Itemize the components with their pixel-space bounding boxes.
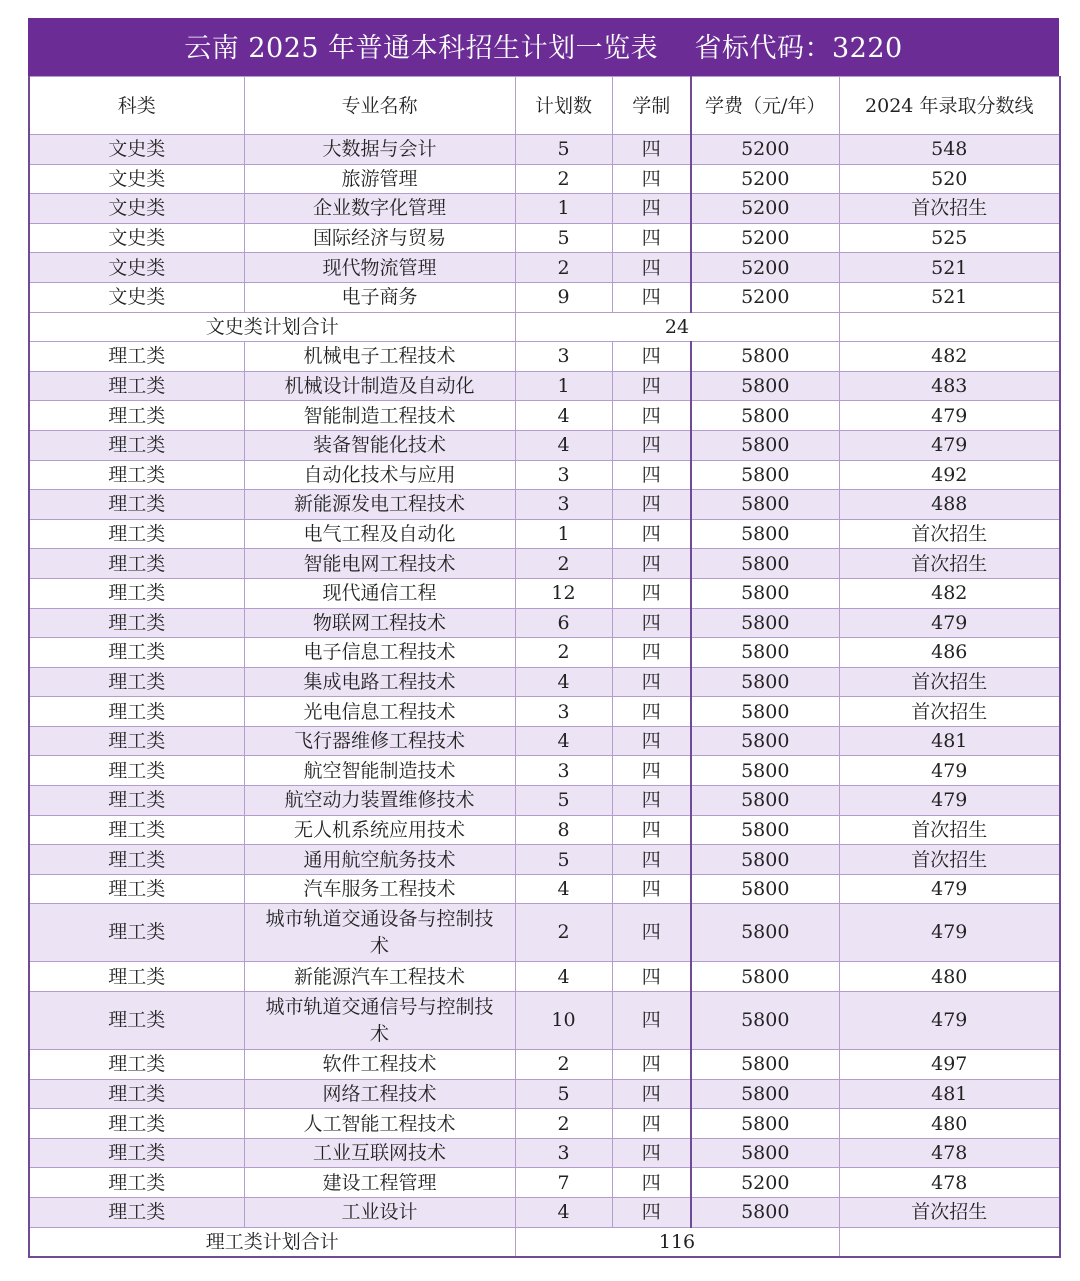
major-cell: 城市轨道交通信号与控制技术: [244, 992, 515, 1050]
plan-count-cell: 2: [515, 549, 612, 579]
tuition-cell: 5800: [691, 992, 839, 1050]
duration-cell: 四: [612, 845, 691, 875]
score-cell: 首次招生: [839, 845, 1060, 875]
total-label: 文史类计划合计: [29, 312, 515, 342]
duration-cell: 四: [612, 1168, 691, 1198]
total-value: 24: [515, 312, 839, 342]
tuition-cell: 5800: [691, 549, 839, 579]
major-cell: 无人机系统应用技术: [244, 815, 515, 845]
category-cell: 理工类: [29, 1109, 244, 1139]
score-cell: 478: [839, 1168, 1060, 1198]
total-empty-cell: [839, 1227, 1060, 1257]
score-cell: 首次招生: [839, 697, 1060, 727]
table-row: [29, 519, 1060, 549]
plan-count-cell: 3: [515, 756, 612, 786]
table-row: [29, 1050, 1060, 1080]
duration-cell: 四: [612, 578, 691, 608]
plan-count-cell: 3: [515, 1138, 612, 1168]
plan-count-cell: 4: [515, 667, 612, 697]
tuition-cell: 5800: [691, 697, 839, 727]
category-cell: 理工类: [29, 962, 244, 992]
tuition-cell: 5800: [691, 667, 839, 697]
plan-count-cell: 2: [515, 164, 612, 194]
plan-count-cell: 3: [515, 460, 612, 490]
duration-cell: 四: [612, 756, 691, 786]
category-cell: 理工类: [29, 815, 244, 845]
score-cell: 479: [839, 786, 1060, 816]
category-cell: 理工类: [29, 371, 244, 401]
table-row: [29, 1168, 1060, 1198]
tuition-cell: 5800: [691, 371, 839, 401]
table-row: [29, 786, 1060, 816]
score-cell: 首次招生: [839, 815, 1060, 845]
total-row: [29, 1227, 1060, 1257]
plan-count-cell: 2: [515, 638, 612, 668]
duration-cell: 四: [612, 549, 691, 579]
table-row: [29, 904, 1060, 962]
duration-cell: 四: [612, 1050, 691, 1080]
major-cell: 集成电路工程技术: [244, 667, 515, 697]
duration-cell: 四: [612, 194, 691, 224]
category-cell: 理工类: [29, 608, 244, 638]
tuition-cell: 5800: [691, 1050, 839, 1080]
plan-count-cell: 5: [515, 223, 612, 253]
tuition-cell: 5800: [691, 874, 839, 904]
major-cell: 新能源汽车工程技术: [244, 962, 515, 992]
duration-cell: 四: [612, 164, 691, 194]
score-cell: 492: [839, 460, 1060, 490]
tuition-cell: 5800: [691, 726, 839, 756]
table-row: [29, 194, 1060, 224]
category-cell: 理工类: [29, 756, 244, 786]
category-cell: 理工类: [29, 490, 244, 520]
tuition-cell: 5800: [691, 519, 839, 549]
plan-count-cell: 5: [515, 845, 612, 875]
duration-cell: 四: [612, 519, 691, 549]
tuition-cell: 5800: [691, 756, 839, 786]
score-cell: 486: [839, 638, 1060, 668]
category-cell: 理工类: [29, 638, 244, 668]
major-cell: 汽车服务工程技术: [244, 874, 515, 904]
table-row: [29, 1198, 1060, 1228]
duration-cell: 四: [612, 135, 691, 165]
plan-count-cell: 4: [515, 1198, 612, 1228]
tuition-cell: 5800: [691, 786, 839, 816]
plan-count-cell: 1: [515, 519, 612, 549]
duration-cell: 四: [612, 904, 691, 962]
total-empty-cell: [839, 312, 1060, 342]
tuition-cell: 5800: [691, 845, 839, 875]
category-cell: 理工类: [29, 726, 244, 756]
total-row: [29, 312, 1060, 342]
category-cell: 理工类: [29, 992, 244, 1050]
score-cell: 521: [839, 253, 1060, 283]
category-cell: 文史类: [29, 253, 244, 283]
score-cell: 479: [839, 992, 1060, 1050]
score-cell: 482: [839, 342, 1060, 372]
plan-count-cell: 3: [515, 697, 612, 727]
header-tuition: 学费（元/年）: [691, 77, 839, 135]
category-cell: 理工类: [29, 1138, 244, 1168]
score-cell: 479: [839, 430, 1060, 460]
table-row: [29, 608, 1060, 638]
major-cell: 智能制造工程技术: [244, 401, 515, 431]
plan-count-cell: 4: [515, 962, 612, 992]
category-cell: 理工类: [29, 1050, 244, 1080]
score-cell: 548: [839, 135, 1060, 165]
table-title: 云南 2025 年普通本科招生计划一览表 省标代码：3220: [28, 18, 1059, 76]
major-cell: 光电信息工程技术: [244, 697, 515, 727]
tuition-cell: 5200: [691, 194, 839, 224]
table-row: [29, 549, 1060, 579]
tuition-cell: 5200: [691, 1168, 839, 1198]
table-row: [29, 1138, 1060, 1168]
score-cell: 479: [839, 756, 1060, 786]
total-label: 理工类计划合计: [29, 1227, 515, 1257]
major-cell: 软件工程技术: [244, 1050, 515, 1080]
category-cell: 理工类: [29, 401, 244, 431]
category-cell: 理工类: [29, 1079, 244, 1109]
duration-cell: 四: [612, 786, 691, 816]
plan-count-cell: 6: [515, 608, 612, 638]
category-cell: 理工类: [29, 845, 244, 875]
score-cell: 488: [839, 490, 1060, 520]
category-cell: 理工类: [29, 904, 244, 962]
major-cell: 电气工程及自动化: [244, 519, 515, 549]
tuition-cell: 5800: [691, 638, 839, 668]
major-cell: 飞行器维修工程技术: [244, 726, 515, 756]
plan-count-cell: 2: [515, 904, 612, 962]
header-category: 科类: [29, 77, 244, 135]
major-cell: 航空智能制造技术: [244, 756, 515, 786]
table-row: [29, 401, 1060, 431]
enrollment-plan-sheet: [28, 18, 1059, 1258]
major-cell: 现代通信工程: [244, 578, 515, 608]
major-cell: 机械设计制造及自动化: [244, 371, 515, 401]
table-row: [29, 223, 1060, 253]
major-cell: 工业设计: [244, 1198, 515, 1228]
duration-cell: 四: [612, 371, 691, 401]
major-cell: 新能源发电工程技术: [244, 490, 515, 520]
duration-cell: 四: [612, 1079, 691, 1109]
major-cell: 物联网工程技术: [244, 608, 515, 638]
header-plan-count: 计划数: [515, 77, 612, 135]
enrollment-table: [28, 76, 1061, 1258]
tuition-cell: 5800: [691, 1079, 839, 1109]
header-2024-score: 2024 年录取分数线: [839, 77, 1060, 135]
duration-cell: 四: [612, 992, 691, 1050]
table-row: [29, 874, 1060, 904]
score-cell: 481: [839, 1079, 1060, 1109]
major-cell: 机械电子工程技术: [244, 342, 515, 372]
duration-cell: 四: [612, 430, 691, 460]
major-cell: 国际经济与贸易: [244, 223, 515, 253]
major-cell: 通用航空航务技术: [244, 845, 515, 875]
plan-count-cell: 8: [515, 815, 612, 845]
tuition-cell: 5800: [691, 962, 839, 992]
major-cell: 网络工程技术: [244, 1079, 515, 1109]
tuition-cell: 5800: [691, 1109, 839, 1139]
score-cell: 480: [839, 962, 1060, 992]
tuition-cell: 5800: [691, 490, 839, 520]
major-cell: 大数据与会计: [244, 135, 515, 165]
plan-count-cell: 5: [515, 1079, 612, 1109]
table-row: [29, 164, 1060, 194]
major-cell: 自动化技术与应用: [244, 460, 515, 490]
plan-count-cell: 12: [515, 578, 612, 608]
table-row: [29, 253, 1060, 283]
table-row: [29, 1109, 1060, 1139]
category-cell: 理工类: [29, 342, 244, 372]
duration-cell: 四: [612, 460, 691, 490]
category-cell: 文史类: [29, 194, 244, 224]
plan-count-cell: 2: [515, 1109, 612, 1139]
tuition-cell: 5800: [691, 401, 839, 431]
plan-count-cell: 7: [515, 1168, 612, 1198]
duration-cell: 四: [612, 697, 691, 727]
duration-cell: 四: [612, 874, 691, 904]
duration-cell: 四: [612, 253, 691, 283]
plan-count-cell: 1: [515, 194, 612, 224]
score-cell: 478: [839, 1138, 1060, 1168]
score-cell: 483: [839, 371, 1060, 401]
major-cell: 智能电网工程技术: [244, 549, 515, 579]
score-cell: 481: [839, 726, 1060, 756]
plan-count-cell: 10: [515, 992, 612, 1050]
tuition-cell: 5800: [691, 460, 839, 490]
duration-cell: 四: [612, 490, 691, 520]
category-cell: 文史类: [29, 135, 244, 165]
major-cell: 装备智能化技术: [244, 430, 515, 460]
category-cell: 理工类: [29, 1198, 244, 1228]
score-cell: 首次招生: [839, 194, 1060, 224]
major-cell: 现代物流管理: [244, 253, 515, 283]
major-cell: 电子商务: [244, 282, 515, 312]
plan-count-cell: 4: [515, 874, 612, 904]
score-cell: 首次招生: [839, 1198, 1060, 1228]
category-cell: 理工类: [29, 549, 244, 579]
table-row: [29, 460, 1060, 490]
table-row: [29, 490, 1060, 520]
score-cell: 479: [839, 608, 1060, 638]
duration-cell: 四: [612, 815, 691, 845]
plan-count-cell: 5: [515, 786, 612, 816]
category-cell: 理工类: [29, 519, 244, 549]
tuition-cell: 5800: [691, 1198, 839, 1228]
major-cell: 航空动力装置维修技术: [244, 786, 515, 816]
category-cell: 理工类: [29, 460, 244, 490]
score-cell: 482: [839, 578, 1060, 608]
major-cell: 旅游管理: [244, 164, 515, 194]
table-row: [29, 667, 1060, 697]
category-cell: 理工类: [29, 578, 244, 608]
tuition-cell: 5200: [691, 282, 839, 312]
tuition-cell: 5800: [691, 1138, 839, 1168]
duration-cell: 四: [612, 282, 691, 312]
table-row: [29, 726, 1060, 756]
category-cell: 理工类: [29, 697, 244, 727]
table-row: [29, 342, 1060, 372]
category-cell: 理工类: [29, 667, 244, 697]
tuition-cell: 5200: [691, 135, 839, 165]
duration-cell: 四: [612, 342, 691, 372]
total-value: 116: [515, 1227, 839, 1257]
category-cell: 理工类: [29, 874, 244, 904]
major-cell: 人工智能工程技术: [244, 1109, 515, 1139]
duration-cell: 四: [612, 667, 691, 697]
score-cell: 479: [839, 874, 1060, 904]
score-cell: 520: [839, 164, 1060, 194]
major-cell: 建设工程管理: [244, 1168, 515, 1198]
score-cell: 首次招生: [839, 667, 1060, 697]
plan-count-cell: 2: [515, 253, 612, 283]
duration-cell: 四: [612, 962, 691, 992]
tuition-cell: 5200: [691, 223, 839, 253]
table-row: [29, 845, 1060, 875]
tuition-cell: 5800: [691, 815, 839, 845]
plan-count-cell: 4: [515, 726, 612, 756]
tuition-cell: 5800: [691, 608, 839, 638]
category-cell: 理工类: [29, 1168, 244, 1198]
plan-count-cell: 5: [515, 135, 612, 165]
tuition-cell: 5800: [691, 578, 839, 608]
score-cell: 479: [839, 904, 1060, 962]
score-cell: 首次招生: [839, 549, 1060, 579]
table-row: [29, 815, 1060, 845]
table-row: [29, 1079, 1060, 1109]
plan-count-cell: 3: [515, 342, 612, 372]
major-cell: 电子信息工程技术: [244, 638, 515, 668]
major-cell: 工业互联网技术: [244, 1138, 515, 1168]
duration-cell: 四: [612, 223, 691, 253]
header-major: 专业名称: [244, 77, 515, 135]
category-cell: 文史类: [29, 223, 244, 253]
plan-count-cell: 2: [515, 1050, 612, 1080]
category-cell: 理工类: [29, 430, 244, 460]
duration-cell: 四: [612, 726, 691, 756]
duration-cell: 四: [612, 1109, 691, 1139]
duration-cell: 四: [612, 638, 691, 668]
header-duration: 学制: [612, 77, 691, 135]
plan-count-cell: 9: [515, 282, 612, 312]
duration-cell: 四: [612, 608, 691, 638]
score-cell: 479: [839, 401, 1060, 431]
table-row: [29, 638, 1060, 668]
score-cell: 497: [839, 1050, 1060, 1080]
tuition-cell: 5200: [691, 253, 839, 283]
tuition-cell: 5800: [691, 430, 839, 460]
duration-cell: 四: [612, 401, 691, 431]
major-cell: 企业数字化管理: [244, 194, 515, 224]
tuition-cell: 5800: [691, 904, 839, 962]
score-cell: 480: [839, 1109, 1060, 1139]
plan-count-cell: 4: [515, 401, 612, 431]
plan-count-cell: 1: [515, 371, 612, 401]
table-row: [29, 756, 1060, 786]
duration-cell: 四: [612, 1198, 691, 1228]
table-row: [29, 578, 1060, 608]
duration-cell: 四: [612, 1138, 691, 1168]
category-cell: 文史类: [29, 282, 244, 312]
table-row: [29, 962, 1060, 992]
category-cell: 文史类: [29, 164, 244, 194]
plan-count-cell: 4: [515, 430, 612, 460]
score-cell: 首次招生: [839, 519, 1060, 549]
table-row: [29, 697, 1060, 727]
table-row: [29, 135, 1060, 165]
table-row: [29, 282, 1060, 312]
header-row: [29, 77, 1060, 135]
major-cell: 城市轨道交通设备与控制技术: [244, 904, 515, 962]
score-cell: 525: [839, 223, 1060, 253]
table-row: [29, 430, 1060, 460]
category-cell: 理工类: [29, 786, 244, 816]
table-row: [29, 371, 1060, 401]
tuition-cell: 5800: [691, 342, 839, 372]
table-row: [29, 992, 1060, 1050]
score-cell: 521: [839, 282, 1060, 312]
tuition-cell: 5200: [691, 164, 839, 194]
plan-count-cell: 3: [515, 490, 612, 520]
